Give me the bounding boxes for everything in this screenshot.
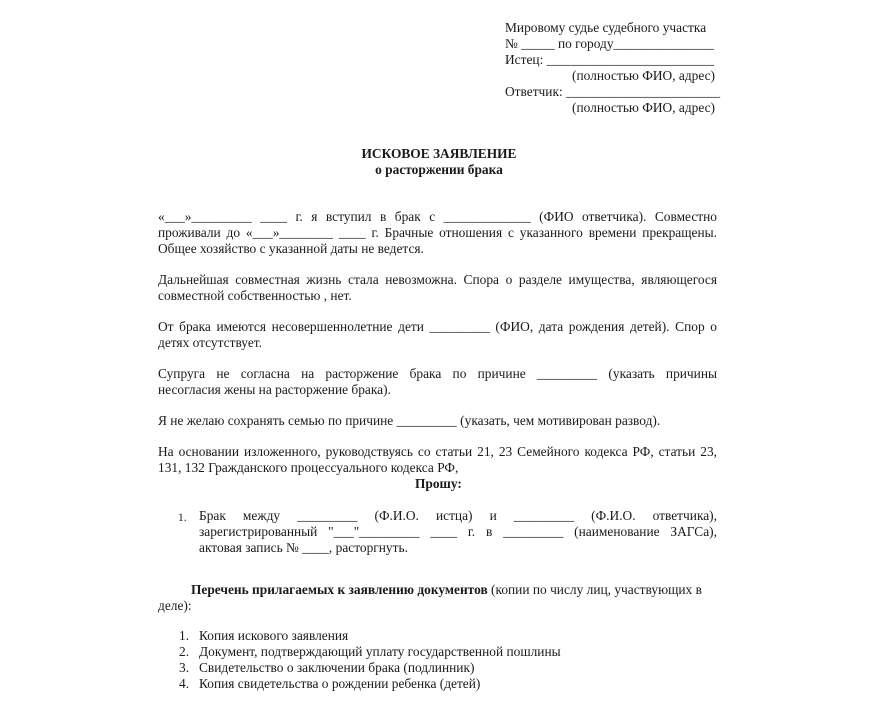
attachments-heading bbox=[191, 582, 702, 598]
request-item-number: 1. bbox=[178, 512, 187, 524]
paragraph-marriage-line-2: проживали до «___»________ ____ г. Брачные отношения с указанного времени прекращены. bbox=[158, 225, 717, 240]
request-line-3: актовая запись № ____, расторгнуть. bbox=[199, 540, 408, 555]
request-line-2: зарегистрированный "___"_________ ____ г. в _________ (наименование ЗАГСа), bbox=[199, 524, 717, 539]
list-item-number: 4. bbox=[179, 676, 190, 691]
list-item-number: 2. bbox=[179, 644, 190, 659]
attachments-heading-bold: Перечень прилагаемых к заявлению документов bbox=[191, 582, 488, 597]
paragraph-legal-basis-line-2: 131, 132 Гражданского процессуального кодекса РФ, bbox=[158, 460, 459, 475]
paragraph-spouse-line-1: Супруга не согласна на расторжение брака по причине _________ (указать причины bbox=[158, 366, 717, 381]
paragraph-spouse-line-2: несогласия жены на расторжение брака). bbox=[158, 382, 391, 397]
paragraph-marriage-line-1: «___»_________ ____ г. я вступил в брак с _____________ (ФИО ответчика). Совместно bbox=[158, 209, 717, 224]
document-title: ИСКОВОЕ ЗАЯВЛЕНИЕ bbox=[361, 146, 517, 161]
request-line-1: Брак между _________ (Ф.И.О. истца) и _________ (Ф.И.О. ответчика), bbox=[199, 508, 717, 523]
list-item-number: 1. bbox=[179, 628, 190, 643]
header-plaintiff: Истец: _________________________ bbox=[505, 52, 715, 67]
header-court: Мировому судье судебного участка bbox=[505, 20, 707, 35]
header-plaintiff-hint: (полностью ФИО, адрес) bbox=[572, 68, 716, 83]
header-defendant: Ответчик: _______________________ bbox=[505, 84, 721, 99]
header-court-number: № _____ по городу_______________ bbox=[505, 36, 714, 51]
paragraph-legal-basis-line-1: На основании изложенного, руководствуясь со статьи 21, 23 Семейного кодекса РФ, статьи 23, bbox=[158, 444, 717, 459]
request-heading: Прошу: bbox=[415, 476, 462, 491]
paragraph-property-line-1: Дальнейшая совместная жизнь стала невозможна. Спора о разделе имущества, являющегося bbox=[158, 272, 717, 287]
list-item: Документ, подтверждающий уплату государственной пошлины bbox=[199, 644, 561, 659]
list-item: Копия свидетельства о рождении ребенка (детей) bbox=[199, 676, 481, 691]
paragraph-marriage-line-3: Общее хозяйство с указанной даты не ведется. bbox=[158, 241, 424, 256]
document-subtitle: о расторжении брака bbox=[375, 162, 503, 177]
attachments-heading-line-2: деле): bbox=[158, 598, 192, 613]
list-item: Свидетельство о заключении брака (подлинник) bbox=[199, 660, 475, 675]
paragraph-children-line-2: детях отсутствует. bbox=[158, 335, 262, 350]
header-defendant-hint: (полностью ФИО, адрес) bbox=[572, 100, 716, 115]
paragraph-property-line-2: совместной собственностью , нет. bbox=[158, 288, 352, 303]
list-item: Копия искового заявления bbox=[199, 628, 349, 643]
list-item-number: 3. bbox=[179, 660, 190, 675]
attachments-heading-rest: (копии по числу лиц, участвующих в bbox=[487, 582, 702, 597]
paragraph-children-line-1: От брака имеются несовершеннолетние дети _________ (ФИО, дата рождения детей). Спор о bbox=[158, 319, 717, 334]
paragraph-reason: Я не желаю сохранять семью по причине _________ (указать, чем мотивирован развод). bbox=[158, 413, 661, 428]
